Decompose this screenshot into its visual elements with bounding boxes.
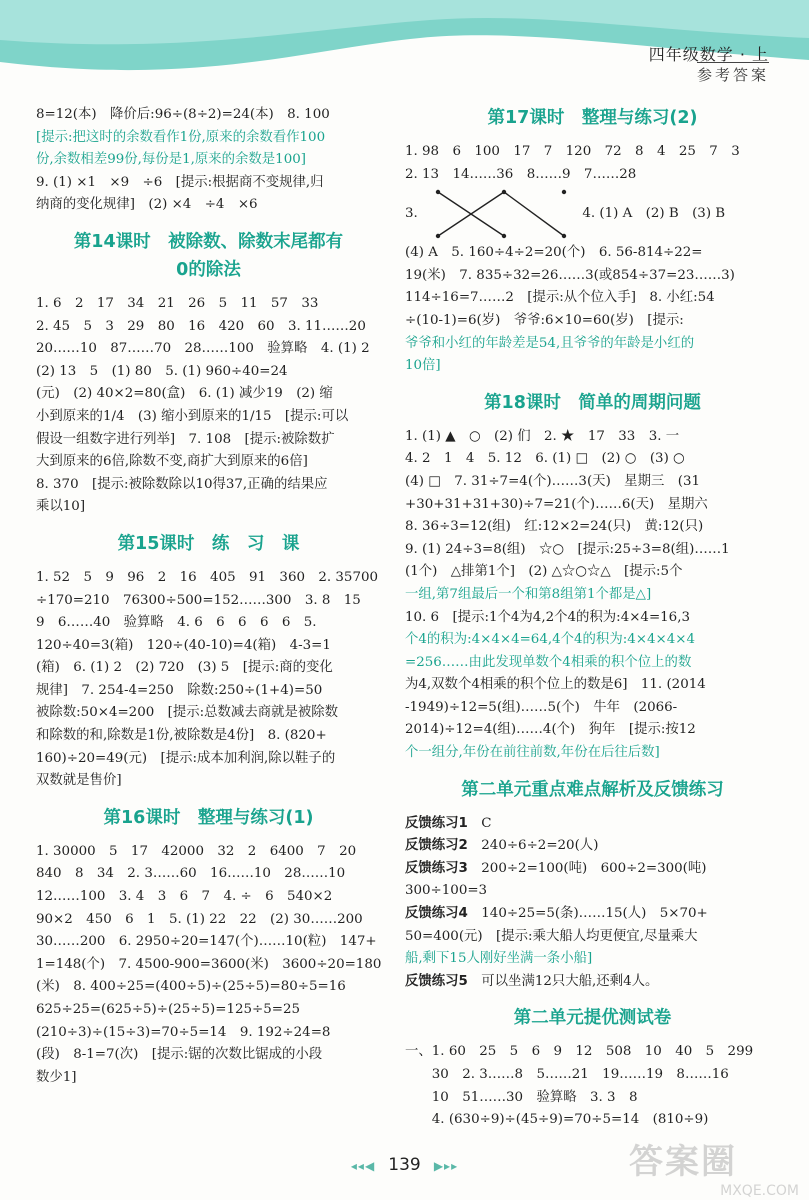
feedback-label: 反馈练习5: [405, 973, 468, 989]
feedback-label: 反馈练习1: [405, 815, 468, 831]
text-line: 纳商的变化规律] (2) ×4 ÷4 ×6: [36, 197, 258, 213]
watermark-mark: 答案圈: [629, 1142, 737, 1182]
text-line: ÷(10-1)=6(岁) 爷爷:6×10=60(岁) [提示:: [405, 312, 684, 328]
text-line: 10. 6 [提示:1个4为4,2个4的积为:4×4=16,3: [405, 609, 690, 625]
text-line: 乘以10]: [36, 499, 86, 515]
feedback-item: [405, 971, 780, 994]
text-line: 和除数的和,除数是1份,被除数是4份] 8. (820+: [36, 728, 327, 744]
left-arrows-icon: ◂◂◀: [350, 1159, 376, 1173]
item-number: 3.: [405, 206, 418, 222]
feedback-item: [405, 858, 780, 881]
hint-line: 一组,第7组最后一个和第8组第1个都是△]: [405, 586, 652, 602]
hint-line: [提示:把这时的余数看作1份,原来的余数看作100: [36, 129, 326, 145]
section-18-body: [405, 426, 780, 765]
text-line: 2. 13 14……36 8……9 7……28: [405, 166, 637, 182]
feedback-text: 船,剩下15人刚好坐满一条小船]: [405, 951, 593, 967]
text-line: 9. (1) 24÷3=8(组) ☆○ [提示:25÷3=8(组)……1: [405, 541, 730, 557]
text-line: -1949)÷12=5(组)……5(个) 牛年 (2066-: [405, 699, 678, 715]
test-body: [405, 1041, 780, 1131]
text-line: 1. 98 6 100 17 7 120 72 8 4 25 7 3: [405, 144, 740, 159]
text-line: (4) A 5. 160÷4÷2=20(个) 6. 56-814÷22=: [405, 245, 703, 261]
feedback-item: [405, 948, 780, 971]
section-15-body: [36, 567, 381, 793]
feedback-text: 140÷25=5(条)……15(人) 5×70+: [481, 906, 708, 922]
right-arrows-icon: ▶▸▸: [433, 1159, 459, 1173]
text-line: 规律] 7. 254-4=250 除数:250÷(1+4)=50: [36, 682, 323, 698]
unit2-feedback-title: 第二单元重点难点解析及反馈练习: [461, 779, 724, 800]
text-line: (4) □ 7. 31÷7=4(个)……3(天) 星期三 (31: [405, 473, 701, 489]
section-16-body: [36, 841, 381, 1090]
feedback-text: C: [481, 815, 492, 831]
text-line: 大到原来的6倍,除数不变,商扩大到原来的6倍]: [36, 454, 308, 470]
text-line: 19(米) 7. 835÷32=26……3(或854÷37=23……3): [405, 267, 735, 283]
text-line: 2014)÷12=4(组)……4(个) 狗年 [提示:按12: [405, 722, 696, 738]
text-line: 一、1. 60 25 5 6 9 12 508 10 40 5 299: [405, 1044, 754, 1060]
text-line: 4. 2 1 4 5. 12 6. (1) □ (2) ○ (3) ○: [405, 451, 685, 467]
text-line: 625÷25=(625÷5)÷(25÷5)=125÷5=25 (210÷3)÷(15÷3)=70÷5=14 9. 192÷24=8: [36, 1002, 331, 1040]
text-line: 4. (630÷9)÷(45÷9)=70÷5=14 (810÷9): [405, 1112, 709, 1128]
text-line: 30……200 6. 2950÷20=147(个)……10(粒) 147+: [36, 934, 377, 950]
text-line: 9. (1) ×1 ×9 ÷6 [提示:根据商不变规律,归: [36, 174, 324, 190]
text-line: (1个) △排第1个] (2) △☆○☆△ [提示:5个: [405, 564, 683, 580]
unit2-test-title: 第二单元提优测试卷: [513, 1008, 672, 1029]
text-line: (2) 13 5 (1) 80 5. (1) 960÷40=24: [36, 363, 288, 379]
text-line: (箱) 6. (1) 2 (2) 720 (3) 5 [提示:商的变化: [36, 660, 333, 676]
text-line: 1. 52 5 9 96 2 16 405 91 360 2. 35700: [36, 569, 379, 585]
text-line: 1. 6 2 17 34 21 26 5 11 57 33: [36, 295, 319, 311]
text-line: 2. 45 5 3 29 80 16 420 60 3. 11……20: [36, 318, 366, 334]
left-column: [36, 104, 381, 1089]
text-line: 120÷40=3(箱) 120÷(40-10)=4(箱) 4-3=1: [36, 637, 331, 653]
section-title-16: 第16课时 整理与练习(1): [103, 807, 314, 828]
feedback-label: 反馈练习3: [405, 860, 468, 876]
section-title-18: 第18课时 简单的周期问题: [484, 392, 701, 413]
feedback-item: [405, 926, 780, 949]
text-line: 114÷16=7……2 [提示:从个位入手] 8. 小红:54: [405, 290, 715, 306]
text-line: 20……10 87……70 28……100 验算略 4. (1) 2: [36, 341, 370, 357]
intro-block: [36, 104, 381, 217]
watermark: [629, 1134, 799, 1199]
feedback-text: 300÷100=3: [405, 883, 488, 899]
page-number: 139: [388, 1155, 421, 1175]
hint-line: 10倍]: [405, 358, 441, 374]
feedback-text: 可以坐满12只大船,还剩4人。: [481, 973, 659, 989]
text-line: 8. 370 [提示:被除数除以10得37,正确的结果应: [36, 476, 328, 492]
feedback-item: [405, 813, 780, 836]
section-14-body: [36, 293, 381, 519]
text-line: 为4,双数个4相乘的积个位上的数是6] 11. (2014: [405, 677, 706, 693]
feedback-list: [405, 813, 780, 994]
section-title-15: 第15课时 练 习 课: [117, 533, 300, 554]
text-line: (米) 8. 400÷25=(400÷5)÷(25÷5)=80÷5=16: [36, 979, 346, 995]
feedback-item: [405, 835, 780, 858]
text-line: 1. 30000 5 17 42000 32 2 6400 7 20: [36, 843, 357, 859]
feedback-text: 200÷2=100(吨) 600÷2=300(吨): [481, 860, 707, 876]
text-line: 840 8 34 2. 3……60 16……10 28……10: [36, 866, 346, 882]
feedback-item: [405, 880, 780, 903]
feedback-label: 反馈练习2: [405, 838, 468, 854]
hint-line: =256……由此发现单数个4相乘的积个位上的数: [405, 654, 692, 670]
right-column: [405, 104, 780, 1132]
matching-row: [405, 186, 780, 242]
text-line: 8. 36÷3=12(组) 红:12×2=24(只) 黄:12(只): [405, 519, 704, 535]
text-line: 1=148(个) 7. 4500-900=3600(米) 3600÷20=180: [36, 956, 382, 972]
feedback-text: 50=400(元) [提示:乘大船人均更便宜,尽量乘大: [405, 928, 698, 944]
answers-label: 参考答案: [697, 62, 769, 85]
hint-line: 份,余数相差99份,每份是1,原来的余数是100]: [36, 152, 306, 168]
text-line: 30 2. 3……8 5……21 19……19 8……16: [405, 1067, 729, 1082]
watermark-site: MXQE.COM: [720, 1183, 799, 1199]
text-line: +30+31+31+30)÷7=21(个)……6(天) 星期六: [405, 496, 708, 512]
text-segment: 4. (1) A (2) B (3) B: [582, 206, 726, 222]
text-line: 小到原来的1/4 (3) 缩小到原来的1/15 [提示:可以: [36, 408, 349, 424]
text-line: 1. (1) ▲ ○ (2) 们 2. ★ 17 33 3. 一: [405, 428, 680, 444]
section-title-17: 第17课时 整理与练习(2): [487, 108, 698, 128]
hint-line: 个4的积为:4×4×4=64,4个4的积为:4×4×4×4: [405, 632, 695, 648]
section-title-14: 第14课时 被除数、除数末尾都有 0的除法: [73, 231, 344, 280]
hint-line: 爷爷和小红的年龄差是54,且爷爷的年龄是小红的: [405, 335, 695, 351]
text-line: 160)÷20=49(元) [提示:成本加利润,除以鞋子的: [36, 750, 336, 766]
grade-label: 四年级数学 · 上: [648, 45, 769, 64]
text-line: 8=12(本) 降价后:96÷(8÷2)=24(本) 8. 100: [36, 107, 330, 122]
matching-lines-diagram: [430, 188, 570, 240]
text-line: 90×2 450 6 1 5. (1) 22 22 (2) 30……200: [36, 911, 363, 927]
hint-line: 个一组分,年份在前往前数,年份在后往后数]: [405, 745, 660, 761]
feedback-text: 240÷6÷2=20(人): [481, 838, 599, 854]
text-line: 10 51……30 验算略 3. 3 8: [405, 1089, 638, 1105]
text-line: 12……100 3. 4 3 6 7 4. ÷ 6 540×2: [36, 889, 333, 905]
text-line: 9 6……40 验算略 4. 6 6 6 6 6 5.: [36, 615, 317, 631]
text-line: ÷170=210 76300÷500=152……300 3. 8 15: [36, 592, 361, 608]
text-line: (元) (2) 40×2=80(盒) 6. (1) 减少19 (2) 缩: [36, 386, 333, 402]
text-line: 被除数:50×4=200 [提示:总数减去商就是被除数: [36, 705, 339, 721]
feedback-item: [405, 903, 780, 926]
section-17-body: [405, 141, 780, 378]
text-line: 假设一组数字进行列举] 7. 108 [提示:被除数扩: [36, 431, 335, 447]
text-line: 数少1]: [36, 1069, 77, 1085]
text-line: 双数就是售价]: [36, 773, 122, 789]
feedback-label: 反馈练习4: [405, 906, 468, 922]
text-line: (段) 8-1=7(次) [提示:锯的次数比锯成的小段: [36, 1047, 323, 1063]
